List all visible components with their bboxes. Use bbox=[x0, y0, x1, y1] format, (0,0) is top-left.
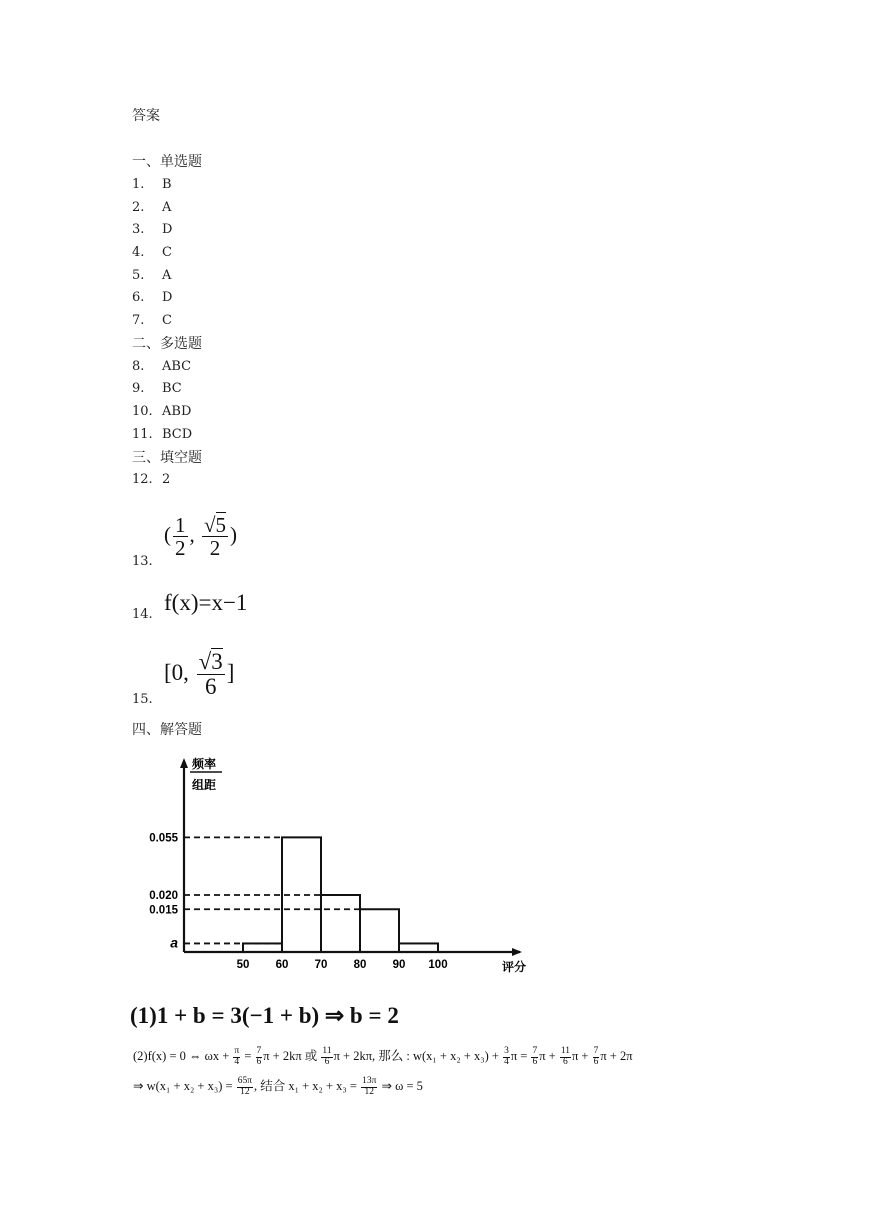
histogram-bar bbox=[399, 943, 438, 952]
y-axis-label-bottom: 组距 bbox=[192, 778, 217, 792]
answer-15-math: [0, $\frac{√3}{6}$ ] bbox=[164, 649, 235, 700]
answer-row: 4. C bbox=[132, 245, 172, 260]
answer-row: 12. 2 bbox=[132, 472, 171, 487]
histogram-bar bbox=[321, 895, 360, 952]
histogram-bar bbox=[360, 909, 399, 952]
solution-part-2-line-1: (2)f(x) = 0 ⇔ ωx + $\frac{\pi}{4}$ = $\frac{7}{6}$ π + 2kπ 或 $\frac{11}{6}$ π + 2kπ, 那么 : w(x₁ + x₂ + x₃) + $\frac{3}{4}$ π = $\frac{7}{6}$ π + $\frac{11}{6}$ π + $\frac{7}{6}$ π + 2π bbox=[133, 1045, 633, 1067]
answer-row: 10. ABD bbox=[132, 404, 192, 419]
question-number: 14. bbox=[132, 607, 153, 622]
question-number: 15. bbox=[132, 692, 153, 707]
x-tick-label: 80 bbox=[353, 959, 367, 971]
y-tick-label: 0.015 bbox=[149, 904, 178, 917]
y-axis-label-top: 频率 bbox=[192, 757, 217, 771]
x-tick-label: 60 bbox=[275, 959, 289, 971]
section-fill-blank: 三、填空题 bbox=[132, 450, 202, 466]
x-tick-label: 70 bbox=[314, 959, 328, 971]
page-title: 答案 bbox=[132, 108, 160, 124]
section-solution: 四、解答题 bbox=[132, 722, 202, 738]
section-single-choice: 一、单选题 bbox=[132, 154, 202, 170]
answer-row: 6. D bbox=[132, 290, 173, 305]
x-tick-label: 90 bbox=[392, 959, 406, 971]
answer-row: 9. BC bbox=[132, 381, 182, 396]
histogram-bar bbox=[243, 943, 282, 952]
answer-row: 2. A bbox=[132, 200, 172, 215]
answer-row: 8. ABC bbox=[132, 359, 192, 374]
y-tick-label: 0.055 bbox=[149, 832, 178, 845]
x-axis-label: 评分 bbox=[502, 960, 527, 974]
answer-row: 5. A bbox=[132, 268, 172, 283]
y-tick-label: 0.020 bbox=[149, 890, 178, 902]
x-tick-label: 50 bbox=[236, 959, 250, 971]
question-number: 13. bbox=[132, 554, 153, 569]
section-multi-choice: 二、多选题 bbox=[132, 336, 202, 352]
x-axis-arrow bbox=[512, 948, 522, 956]
answer-row: 11. BCD bbox=[132, 427, 193, 442]
answer-row: 7. C bbox=[132, 313, 172, 328]
frequency-histogram bbox=[130, 752, 540, 982]
answer-row: 1. B bbox=[132, 177, 172, 192]
x-tick-label: 100 bbox=[428, 959, 448, 971]
solution-part-1: (1)1 + b = 3(−1 + b) ⇒ b = 2 bbox=[130, 1003, 399, 1028]
answer-row: 3. D bbox=[132, 222, 173, 237]
y-tick-label: a bbox=[170, 934, 178, 951]
solution-part-2-line-2: ⇒ w(x₁ + x₂ + x₃) = $\frac{65\pi}{12}$ , 结合 x₁ + x₂ + x₃ = $\frac{13\pi}{12}$ ⇒ ω = 5 bbox=[133, 1075, 423, 1097]
answer-14-math: f(x)=x−1 bbox=[164, 590, 248, 615]
y-axis-arrow bbox=[180, 758, 188, 768]
answer-13-math: ( $\frac{1}{2}$ , $\frac{√5}{2}$ ) bbox=[164, 513, 238, 561]
